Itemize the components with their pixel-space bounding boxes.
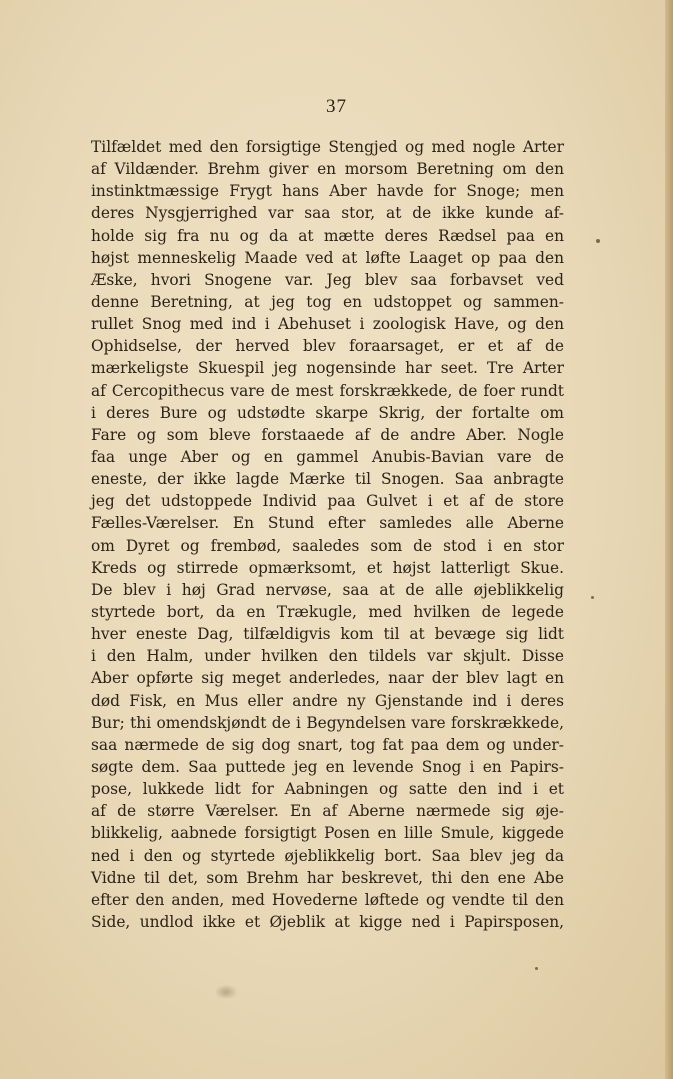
text-line: Side, undlod ikke et Øjeblik at kigge ned i Papirsposen, xyxy=(91,912,564,931)
page-edge xyxy=(665,0,673,1079)
body-text xyxy=(91,136,564,933)
paper-speck xyxy=(591,596,594,599)
text-line: af de større Værelser. En af Aberne nærmede sig øje- xyxy=(91,802,564,821)
page-number: 37 xyxy=(326,96,347,117)
text-line: Bur; thi omendskjøndt de i Begyndelsen vare forskrækkede, xyxy=(91,713,564,732)
text-line: eneste, der ikke lagde Mærke til Snogen. Saa anbragte xyxy=(91,470,564,489)
text-line: denne Beretning, at jeg tog en udstoppet og sammen- xyxy=(91,292,564,311)
text-line: faa unge Aber og en gammel Anubis-Bavian vare de xyxy=(91,447,564,466)
text-line: mærkeligste Skuespil jeg nogensinde har seet. Tre Arter xyxy=(91,359,564,378)
text-line: højst menneskelig Maade ved at løfte Laaget op paa den xyxy=(91,248,564,267)
text-line: om Dyret og frembød, saaledes som de stod i en stor xyxy=(91,536,564,555)
text-line: Aber opførte sig meget anderledes, naar der blev lagt en xyxy=(91,669,564,688)
text-line: blikkelig, aabnede forsigtigt Posen en lille Smule, kiggede xyxy=(91,824,564,843)
text-line: jeg det udstoppede Individ paa Gulvet i et af de store xyxy=(91,492,564,511)
text-line: hver eneste Dag, tilfældigvis kom til at bevæge sig lidt xyxy=(91,625,564,644)
text-line: rullet Snog med ind i Abehuset i zoologisk Have, og den xyxy=(91,315,564,334)
text-line: styrtede bort, da en Trækugle, med hvilken de legede xyxy=(91,602,564,621)
paper-speck xyxy=(535,967,538,970)
text-line: Vidne til det, som Brehm har beskrevet, thi den ene Abe xyxy=(91,868,564,887)
text-line: deres Nysgjerrighed var saa stor, at de ikke kunde af- xyxy=(91,204,564,223)
text-line: instinktmæssige Frygt hans Aber havde for Snoge; men xyxy=(91,182,564,201)
paper-stain xyxy=(215,985,237,999)
text-line: efter den anden, med Hovederne løftede og vendte til den xyxy=(91,890,564,909)
text-line: Ophidselse, der herved blev foraarsaget, er et af de xyxy=(91,337,564,356)
text-line: død Fisk, en Mus eller andre ny Gjenstande ind i deres xyxy=(91,691,564,710)
text-line: Kreds og stirrede opmærksomt, et højst latterligt Skue. xyxy=(91,558,564,577)
text-line: Æske, hvori Snogene var. Jeg blev saa forbavset ved xyxy=(91,270,564,289)
text-line: holde sig fra nu og da at mætte deres Rædsel paa en xyxy=(91,226,564,245)
text-line: Tilfældet med den forsigtige Stengjed og med nogle Arter xyxy=(91,138,564,156)
text-line: i den Halm, under hvilken den tildels var skjult. Disse xyxy=(91,647,564,666)
text-line: De blev i høj Grad nervøse, saa at de alle øjeblikkelig xyxy=(91,580,564,599)
text-line: ned i den og styrtede øjeblikkelig bort. Saa blev jeg da xyxy=(91,846,564,865)
text-line: i deres Bure og udstødte skarpe Skrig, der fortalte om xyxy=(91,403,564,422)
text-line: af Vildænder. Brehm giver en morsom Beretning om den xyxy=(91,160,564,179)
text-line: pose, lukkede lidt for Aabningen og satte den ind i et xyxy=(91,780,564,799)
text-line: saa nærmede de sig dog snart, tog fat paa dem og under- xyxy=(91,735,564,754)
paper-speck xyxy=(596,239,600,243)
text-line: søgte dem. Saa puttede jeg en levende Snog i en Papirs- xyxy=(91,757,564,776)
text-line: af Cercopithecus vare de mest forskrækkede, de foer rundt xyxy=(91,381,564,400)
text-line: Fælles-Værelser. En Stund efter samledes alle Aberne xyxy=(91,514,564,533)
text-line: Fare og som bleve forstaaede af de andre Aber. Nogle xyxy=(91,425,564,444)
